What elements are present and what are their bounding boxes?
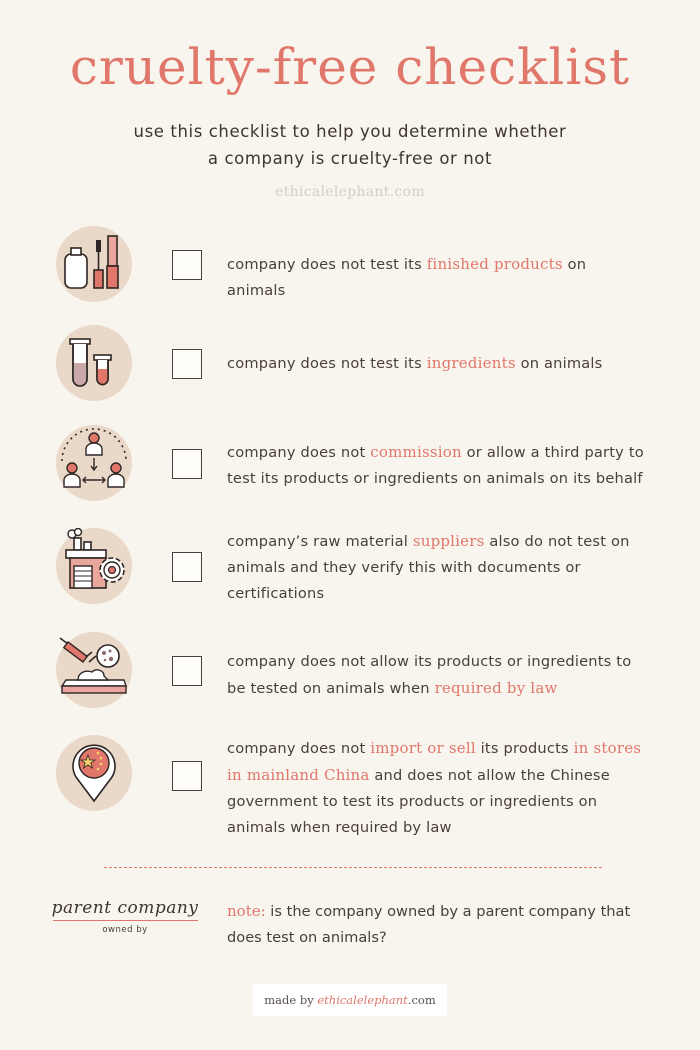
note-label: note: — [227, 902, 266, 920]
parent-company-script: parent company — [51, 898, 199, 918]
test-tubes-icon — [56, 325, 132, 401]
parent-company-label — [50, 898, 200, 935]
item-text: company does not test its ingredients on animals — [227, 354, 603, 372]
checkbox-finished-products[interactable] — [172, 250, 202, 280]
page-title: cruelty-free checklist — [69, 38, 631, 96]
checkbox-china[interactable] — [172, 761, 202, 791]
item-text: company’s raw material suppliers also do not test on animals and they verify this with documents or certifications — [227, 532, 630, 602]
china-pin-icon — [56, 735, 132, 811]
checkbox-commission[interactable] — [172, 449, 202, 479]
parent-underline — [53, 920, 198, 921]
cosmetics-icon — [56, 226, 132, 302]
item-text: company does not commission or allow a third party to test its products or ingredients on animals on its behalf — [227, 443, 644, 487]
checkbox-suppliers[interactable] — [172, 552, 202, 582]
checkbox-ingredients[interactable] — [172, 349, 202, 379]
subtitle-line-2: a company is cruelty-free or not — [207, 149, 493, 168]
subtitle — [0, 118, 700, 172]
syringe-petri-icon — [56, 632, 132, 708]
footer-credit[interactable]: made by ethicalelephant.com — [253, 984, 447, 1016]
owned-by-label: owned by — [102, 925, 148, 935]
factory-gear-icon — [56, 528, 132, 604]
checkbox-required-by-law[interactable] — [172, 656, 202, 686]
third-party-icon — [56, 425, 132, 501]
subtitle-line-1: use this checklist to help you determine whether — [133, 122, 567, 141]
note-text: note: is the company owned by a parent company that does test on animals? — [227, 902, 631, 946]
divider — [104, 867, 602, 868]
item-text: company does not import or sell its products in stores in mainland China and does not allow the Chinese government to test its products or ingredients on animals when required by law — [227, 739, 642, 836]
item-text: company does not test its finished products on animals — [227, 255, 587, 299]
item-text: company does not allow its products or ingredients to be tested on animals when required by law — [227, 653, 632, 697]
site-name: ethicalelephant.com — [275, 184, 425, 200]
